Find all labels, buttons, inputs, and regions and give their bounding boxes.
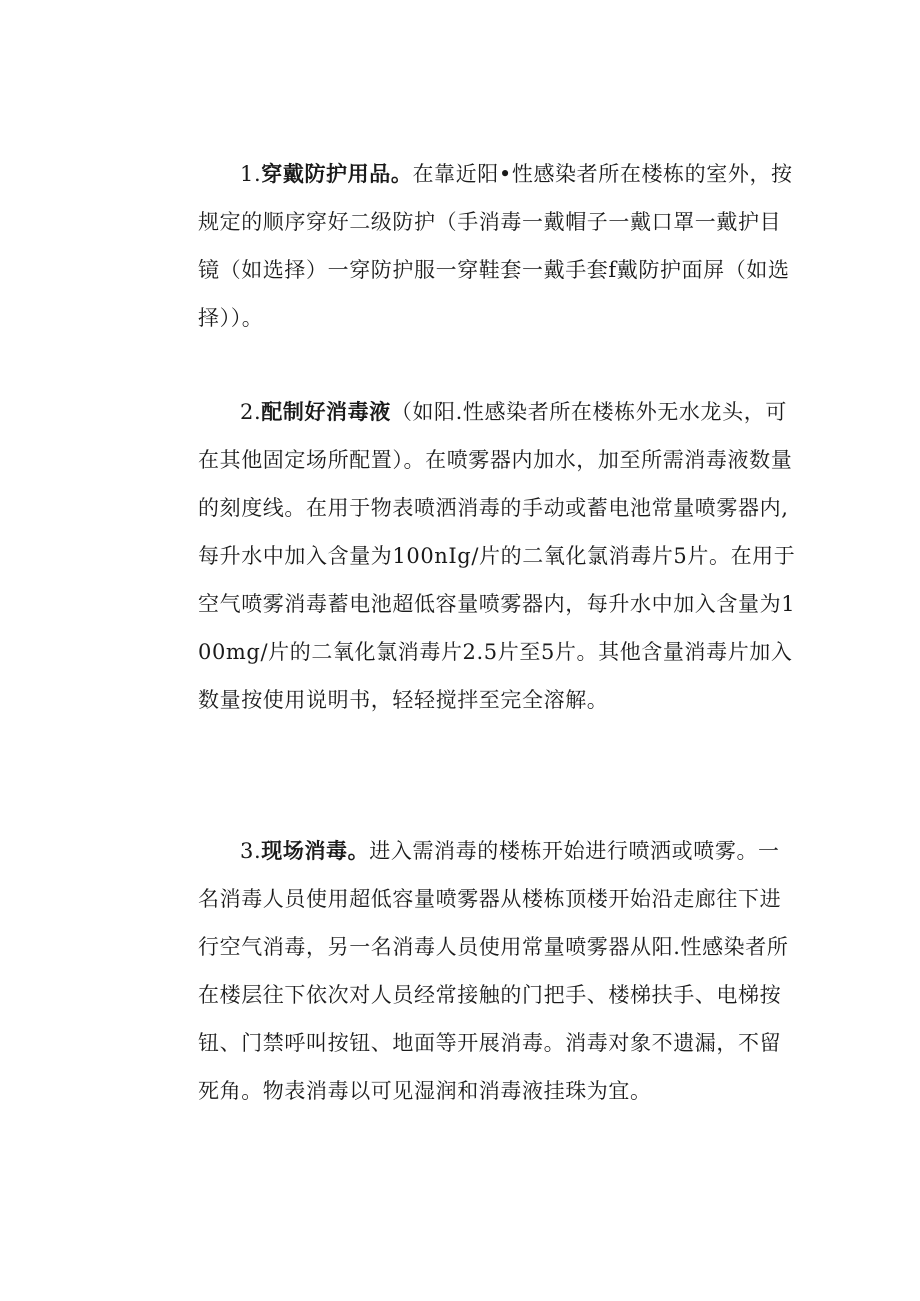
paragraph-1-body: 在靠近阳•性感染者所在楼栋的室外，按规定的顺序穿好二级防护（手消毒一戴帽子一戴口罩一戴护目镜（如选择）一穿防护服一穿鞋套一戴手套f戴防护面屏（如选择））。	[198, 162, 793, 330]
paragraph-1-heading: 穿戴防护用品。	[261, 162, 413, 186]
paragraph-2-body: （如阳.性感染者所在楼栋外无水龙头，可在其他固定场所配置）。在喷雾器内加水，加至所需消毒液数量的刻度线。在用于物表喷洒消毒的手动或蓄电池常量喷雾器内,每升水中加入含量为100nIg/片的二氧化氯消毒片5片。在用于空气喷雾消毒蓄电池超低容量喷雾器内，每升水中加入含量为100mg/片的二氧化氯消毒片2.5片至5片。其他含量消毒片加入数量按使用说明书，轻轻搅拌至完全溶解。	[198, 400, 796, 712]
paragraph-3-number: 3.	[240, 839, 262, 863]
paragraph-3-heading: 现场消毒。	[261, 839, 370, 863]
paragraph-1-number: 1.	[240, 162, 262, 186]
paragraph-2	[198, 388, 798, 724]
paragraph-3	[198, 827, 798, 1115]
paragraph-3-body: 进入需消毒的楼栋开始进行喷洒或喷雾。一名消毒人员使用超低容量喷雾器从楼栋顶楼开始沿走廊往下进行空气消毒，另一名消毒人员使用常量喷雾器从阳.性感染者所在楼层往下依次对人员经常接触的门把手、楼梯扶手、电梯按钮、门禁呼叫按钮、地面等开展消毒。消毒对象不遗漏，不留死角。物表消毒以可见湿润和消毒液挂珠为宜。	[198, 839, 789, 1103]
paragraph-1	[198, 150, 798, 342]
paragraph-2-number: 2.	[240, 400, 262, 424]
paragraph-2-heading: 配制好消毒液	[261, 400, 391, 424]
